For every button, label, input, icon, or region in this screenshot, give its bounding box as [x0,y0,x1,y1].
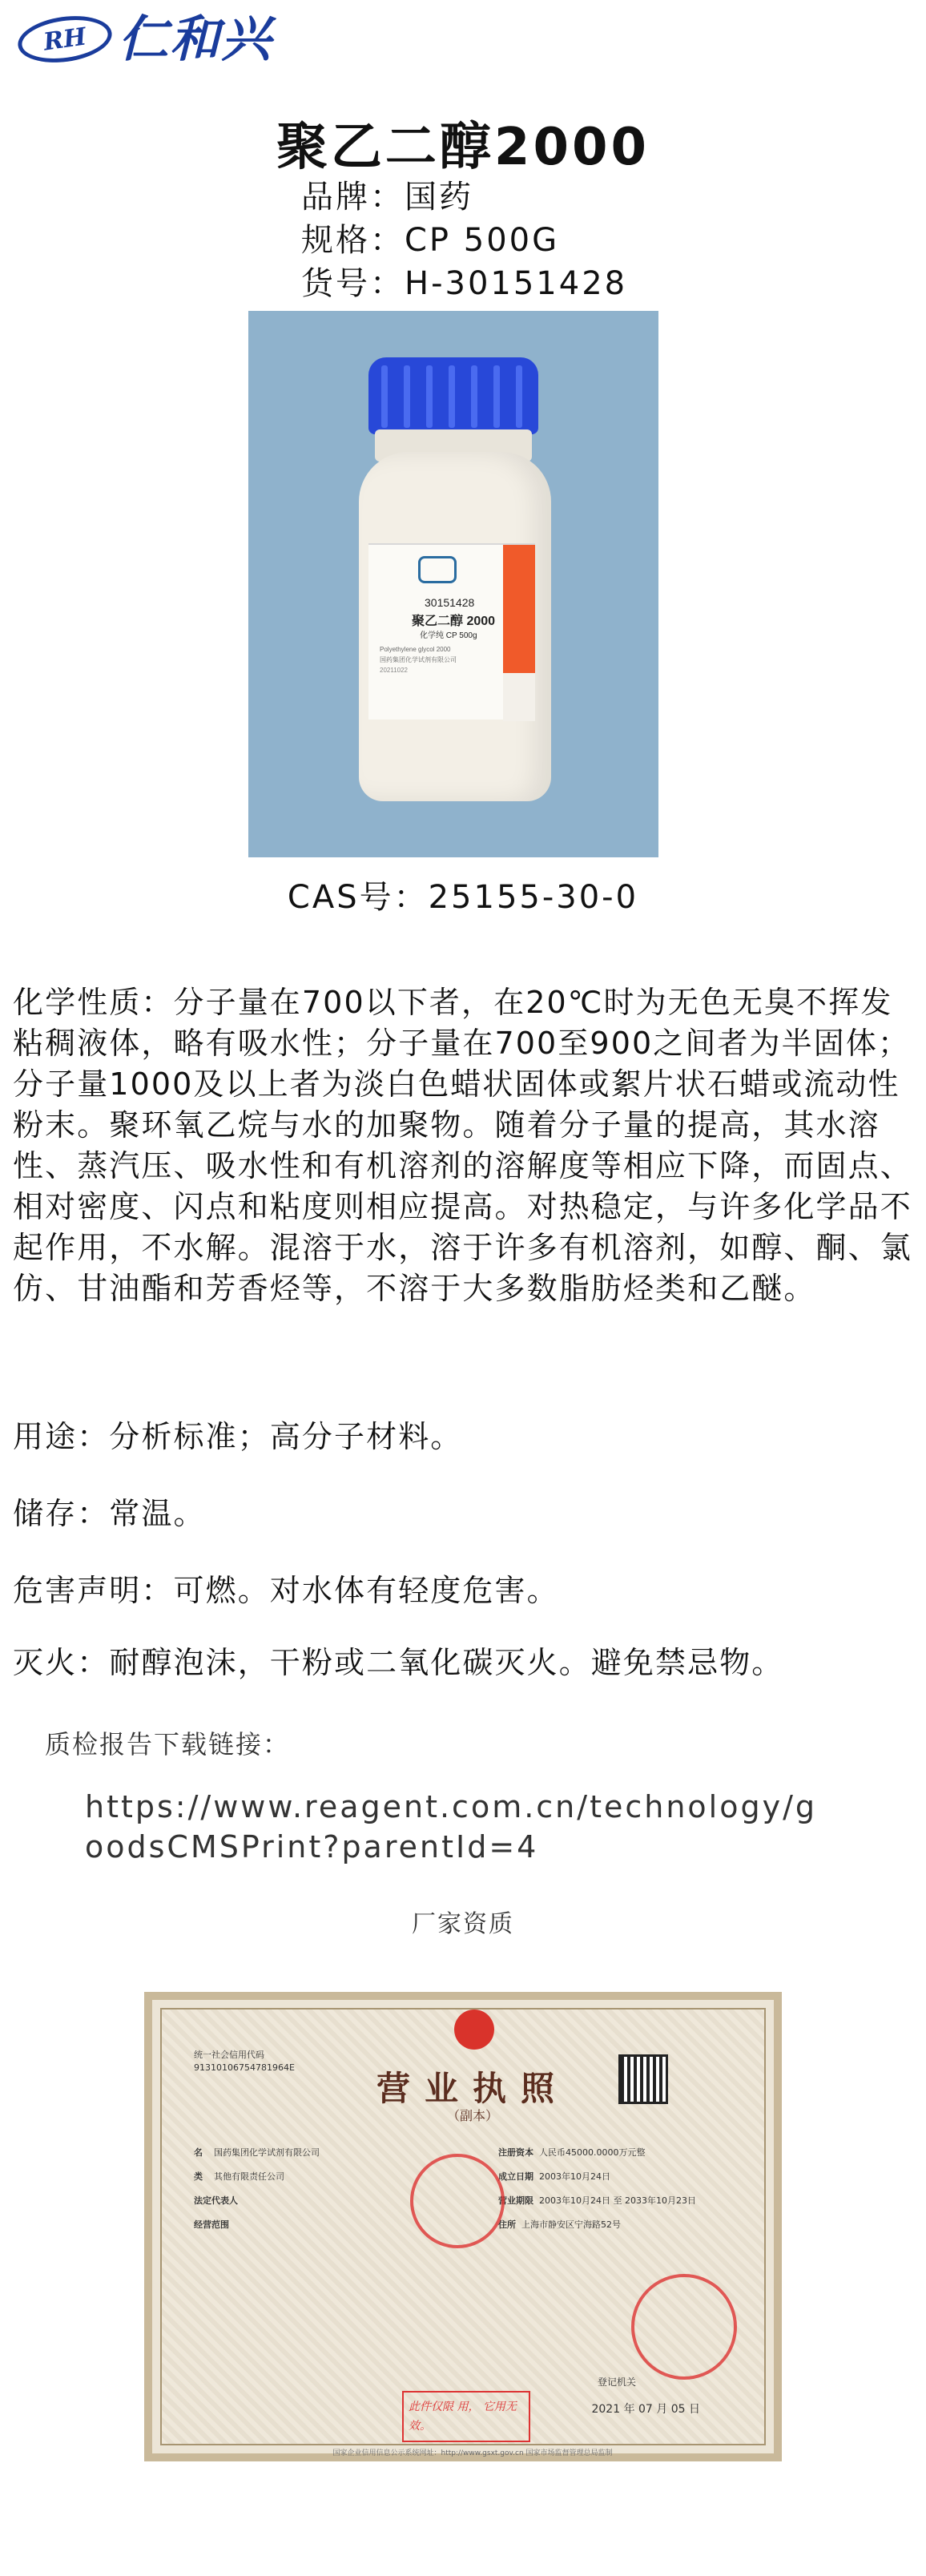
qc-report-title: 质检报告下载链接： [45,1729,291,1760]
issue-date: 2021 年 07 月 05 日 [591,2403,700,2416]
bottle-cap [368,357,538,434]
brand-line: 品牌：国药 [301,179,473,216]
label-emblem-icon [418,556,457,583]
bottle-label [368,543,535,720]
label-lot: 20211022 [380,667,408,674]
name-key: 名 [194,2147,203,2158]
capital-value: 人民币45000.0000万元整 [539,2147,646,2158]
label-note: 国药集团化学试剂有限公司 [380,656,457,663]
credit-code: 91310106754781964E [194,2062,295,2073]
license-footer: 国家企业信用信息公示系统网址：http://www.gsxt.gov.cn 国家市场监督管理总局监制 [332,2449,613,2457]
usage: 用途：分析标准；高分子材料。 [13,1419,463,1454]
address-key: 住所 [498,2219,516,2230]
sku-line: 货号：H-30151428 [301,265,628,302]
founded-value: 2003年10月24日 [539,2171,610,2182]
company-stamp [410,2154,505,2248]
product-photo [248,311,658,857]
capital-key: 注册资本 [498,2147,533,2158]
product-title: 聚乙二醇2000 [276,118,650,177]
company-name: 国药集团化学试剂有限公司 [214,2147,320,2158]
label-code: 30151428 [425,596,475,609]
company-logo [18,11,272,67]
term-value: 2003年10月24日 至 2033年10月23日 [539,2195,696,2206]
cas-number: CAS号：25155-30-0 [287,879,639,916]
restriction-seal: 此件仅限 用， 它用无效。 [402,2391,530,2442]
spec-line: 规格：CP 500G [301,222,560,259]
hazard-statement: 危害声明：可燃。对水体有轻度危害。 [13,1573,559,1608]
logo-brand: 仁和兴 [119,10,273,68]
term-key: 营业期限 [498,2195,533,2206]
credit-code-label: 统一社会信用代码 [194,2050,264,2060]
address-value: 上海市静安区宁海路52号 [521,2219,621,2230]
firefighting: 灭火：耐醇泡沫，干粉或二氧化碳灭火。避免禁忌物。 [13,1645,784,1680]
logo-mark: RH [15,10,115,68]
label-stripe [503,545,535,673]
label-english: Polyethylene glycol 2000 [380,646,451,653]
label-grade: 化学纯 CP 500g [420,631,477,640]
founded-key: 成立日期 [498,2171,533,2182]
license-title: 营业执照 [376,2069,569,2108]
authority-key: 登记机关 [597,2376,636,2388]
business-license-image [144,1992,782,2461]
company-type: 其他有限责任公司 [214,2171,284,2182]
storage: 储存：常温。 [13,1496,206,1531]
scope-key: 经营范围 [194,2219,229,2230]
label-name: 聚乙二醇 2000 [412,615,496,628]
chemical-properties: 化学性质：分子量在700以下者，在20℃时为无色无臭不挥发粘稠液体，略有吸水性；分子量在700至900之间者为半固体；分子量1000及以上者为淡白色蜡状固体或絮片状石蜡或流动性粉末。聚环氧乙烷与水的加聚物。随着分子量的提高，其水溶性、蒸汽压、吸水性和有机溶剂的溶解度等相应下降，而固点、相对密度、闪点和粘度则相应提高。对热稳定，与许多化学品不起作用，不水解。混溶于水，溶于许多有机溶剂，如醇、酮、氯仿、甘油酯和芳香烃等，不溶于大多数脂肪烃类和乙醚。 [13,985,912,1306]
license-subtitle: （副本） [446,2108,498,2123]
qc-report-link[interactable]: https://www.reagent.com.cn/technology/goodsCMSPrint?parentId=4 [85,1789,817,1864]
qr-code-icon [618,2054,668,2104]
factory-qualification-title: 厂家资质 [412,1910,514,1938]
rep-key: 法定代表人 [194,2195,238,2206]
authority-stamp [631,2274,737,2380]
national-emblem-icon [454,2010,494,2050]
type-key: 类 [194,2171,203,2182]
